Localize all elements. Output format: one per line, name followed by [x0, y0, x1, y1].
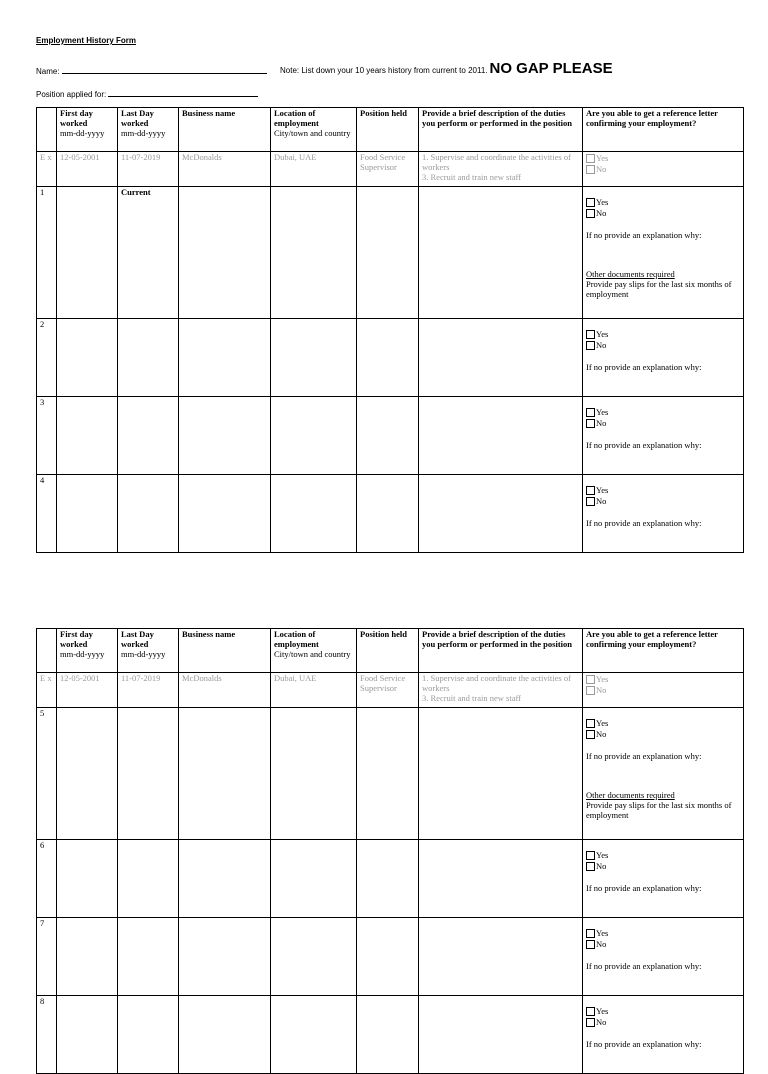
- row-number: 8: [37, 996, 57, 1074]
- position-cell[interactable]: [357, 918, 419, 996]
- header-last-day: Last Day worked mm-dd-yyyy: [118, 629, 179, 673]
- current-label: Current: [121, 187, 151, 197]
- no-option[interactable]: No: [586, 341, 740, 351]
- explanation-prompt: If no provide an explanation why:: [586, 361, 702, 372]
- first-day-cell[interactable]: [57, 918, 118, 996]
- location-cell[interactable]: [271, 708, 357, 840]
- business-cell[interactable]: [179, 319, 271, 397]
- row-number: 2: [37, 319, 57, 397]
- checkbox-icon[interactable]: [586, 1007, 595, 1016]
- reference-cell: [583, 475, 744, 553]
- name-field-row: [36, 65, 267, 76]
- first-day-cell[interactable]: [57, 996, 118, 1074]
- reference-cell: [583, 996, 744, 1074]
- header-first-day: First day worked mm-dd-yyyy: [57, 108, 118, 152]
- example-business: McDonalds: [179, 673, 271, 708]
- row-number: 3: [37, 397, 57, 475]
- first-day-cell[interactable]: [57, 708, 118, 840]
- position-label: Position applied for:: [36, 90, 107, 99]
- checkbox-icon[interactable]: [586, 940, 595, 949]
- position-cell[interactable]: [357, 187, 419, 319]
- yes-option[interactable]: Yes: [586, 198, 740, 208]
- duties-cell[interactable]: [419, 708, 583, 840]
- explanation-prompt: If no provide an explanation why:: [586, 1038, 702, 1049]
- position-input-line[interactable]: [108, 88, 258, 97]
- header-reference: Are you able to get a reference letter confirming your employment?: [583, 629, 744, 673]
- example-location: Dubai, UAE: [271, 673, 357, 708]
- employment-history-table-2: [36, 628, 744, 1074]
- example-position: Food Service Supervisor: [357, 673, 419, 708]
- header-business: Business name: [179, 108, 271, 152]
- position-cell[interactable]: [357, 996, 419, 1074]
- duties-cell[interactable]: [419, 475, 583, 553]
- location-cell[interactable]: [271, 840, 357, 918]
- name-input-line[interactable]: [62, 65, 267, 74]
- example-duties: 1. Supervise and coordinate the activities of workers 3. Recruit and train new staff: [419, 673, 583, 708]
- duties-cell[interactable]: [419, 187, 583, 319]
- explanation-prompt: If no provide an explanation why:: [586, 960, 702, 971]
- location-cell[interactable]: [271, 475, 357, 553]
- business-cell[interactable]: [179, 475, 271, 553]
- position-field-row: [36, 88, 258, 99]
- first-day-cell[interactable]: [57, 475, 118, 553]
- yes-option[interactable]: Yes: [586, 1007, 740, 1017]
- no-option[interactable]: No: [586, 940, 740, 950]
- table-header-row: [37, 629, 744, 673]
- reference-cell: [583, 319, 744, 397]
- checkbox-icon[interactable]: [586, 419, 595, 428]
- table-row: [37, 319, 744, 397]
- yes-option[interactable]: Yes: [586, 719, 740, 729]
- duties-cell[interactable]: [419, 397, 583, 475]
- last-day-cell[interactable]: [118, 840, 179, 918]
- checkbox-icon[interactable]: [586, 719, 595, 728]
- first-day-cell[interactable]: [57, 840, 118, 918]
- name-label: Name:: [36, 67, 60, 76]
- checkbox-icon[interactable]: [586, 929, 595, 938]
- explanation-prompt: If no provide an explanation why:: [586, 439, 702, 450]
- location-cell[interactable]: [271, 187, 357, 319]
- example-location: Dubai, UAE: [271, 152, 357, 187]
- table-row: [37, 397, 744, 475]
- example-duties: 1. Supervise and coordinate the activities of workers 3. Recruit and train new staff: [419, 152, 583, 187]
- explanation-prompt: If no provide an explanation why:: [586, 882, 702, 893]
- checkbox-icon[interactable]: [586, 862, 595, 871]
- header-duties: Provide a brief description of the duties you perform or performed in the position: [419, 108, 583, 152]
- table-row: [37, 996, 744, 1074]
- row-number: 1: [37, 187, 57, 319]
- checkbox-icon[interactable]: [586, 408, 595, 417]
- business-cell[interactable]: [179, 187, 271, 319]
- duties-cell[interactable]: [419, 918, 583, 996]
- first-day-cell[interactable]: [57, 397, 118, 475]
- row-number: 7: [37, 918, 57, 996]
- example-label: E x: [37, 152, 57, 187]
- table-row: [37, 475, 744, 553]
- header-location: Location of employment City/town and country: [271, 108, 357, 152]
- header-last-day: Last Day worked mm-dd-yyyy: [118, 108, 179, 152]
- business-cell[interactable]: [179, 918, 271, 996]
- no-option[interactable]: No: [586, 209, 740, 219]
- table-row: [37, 840, 744, 918]
- example-reference: Yes No: [583, 152, 744, 187]
- note-text: Note: List down your 10 years history from current to 2011.: [280, 66, 488, 75]
- position-cell[interactable]: [357, 840, 419, 918]
- yes-option[interactable]: Yes: [586, 408, 740, 418]
- checkbox-icon[interactable]: [586, 330, 595, 339]
- position-cell[interactable]: [357, 708, 419, 840]
- no-option[interactable]: No: [586, 497, 740, 507]
- position-cell[interactable]: [357, 397, 419, 475]
- header-rownum: [37, 108, 57, 152]
- checkbox-icon[interactable]: [586, 730, 595, 739]
- last-day-cell[interactable]: [118, 187, 179, 319]
- other-documents: Other documents required Provide pay slips for the last six months of employment: [586, 269, 732, 299]
- employment-history-table-1: [36, 107, 744, 553]
- reference-cell: [583, 187, 744, 319]
- checkbox-icon[interactable]: [586, 341, 595, 350]
- example-row: [37, 152, 744, 187]
- last-day-cell[interactable]: [118, 918, 179, 996]
- header-location: Location of employment City/town and country: [271, 629, 357, 673]
- note-emphasis: NO GAP PLEASE: [489, 60, 613, 77]
- no-option[interactable]: No: [586, 419, 740, 429]
- row-number: 5: [37, 708, 57, 840]
- checkbox-icon[interactable]: [586, 198, 595, 207]
- last-day-cell[interactable]: [118, 996, 179, 1074]
- no-option[interactable]: No: [586, 730, 740, 740]
- location-cell[interactable]: [271, 319, 357, 397]
- last-day-cell[interactable]: [118, 397, 179, 475]
- checkbox-icon: [586, 686, 595, 695]
- explanation-prompt: If no provide an explanation why:: [586, 229, 702, 240]
- header-business: Business name: [179, 629, 271, 673]
- last-day-cell[interactable]: [118, 475, 179, 553]
- example-reference: Yes No: [583, 673, 744, 708]
- header-position: Position held: [357, 108, 419, 152]
- table-header-row: [37, 108, 744, 152]
- example-first-day: 12-05-2001: [57, 152, 118, 187]
- duties-cell[interactable]: [419, 319, 583, 397]
- location-cell[interactable]: [271, 996, 357, 1074]
- location-cell[interactable]: [271, 918, 357, 996]
- header-rownum: [37, 629, 57, 673]
- checkbox-icon: [586, 675, 595, 684]
- checkbox-icon[interactable]: [586, 851, 595, 860]
- location-cell[interactable]: [271, 397, 357, 475]
- form-title: Employment History Form: [36, 36, 137, 45]
- business-cell[interactable]: [179, 397, 271, 475]
- other-documents: Other documents required Provide pay slips for the last six months of employment: [586, 790, 732, 820]
- yes-option[interactable]: Yes: [586, 330, 740, 340]
- example-row: [37, 673, 744, 708]
- row-number: 4: [37, 475, 57, 553]
- example-first-day: 12-05-2001: [57, 673, 118, 708]
- position-cell[interactable]: [357, 319, 419, 397]
- reference-cell: [583, 708, 744, 840]
- header-first-day: First day worked mm-dd-yyyy: [57, 629, 118, 673]
- checkbox-icon: [586, 154, 595, 163]
- example-business: McDonalds: [179, 152, 271, 187]
- last-day-cell[interactable]: [118, 319, 179, 397]
- checkbox-icon: [586, 165, 595, 174]
- business-cell[interactable]: [179, 996, 271, 1074]
- business-cell[interactable]: [179, 708, 271, 840]
- last-day-cell[interactable]: [118, 708, 179, 840]
- header-duties: Provide a brief description of the duties you perform or performed in the position: [419, 629, 583, 673]
- example-label: E x: [37, 673, 57, 708]
- row-number: 6: [37, 840, 57, 918]
- checkbox-icon[interactable]: [586, 497, 595, 506]
- reference-cell: [583, 840, 744, 918]
- first-day-cell[interactable]: [57, 319, 118, 397]
- duties-cell[interactable]: [419, 996, 583, 1074]
- reference-cell: [583, 397, 744, 475]
- table-row: [37, 708, 744, 840]
- yes-option[interactable]: Yes: [586, 929, 740, 939]
- first-day-cell[interactable]: [57, 187, 118, 319]
- header-position: Position held: [357, 629, 419, 673]
- checkbox-icon[interactable]: [586, 1018, 595, 1027]
- checkbox-icon[interactable]: [586, 486, 595, 495]
- table-row: [37, 187, 744, 319]
- table-row: [37, 918, 744, 996]
- reference-cell: [583, 918, 744, 996]
- duties-cell[interactable]: [419, 840, 583, 918]
- position-cell[interactable]: [357, 475, 419, 553]
- example-last-day: 11-07-2019: [118, 152, 179, 187]
- no-option[interactable]: No: [586, 1018, 740, 1028]
- no-option[interactable]: No: [586, 862, 740, 872]
- instruction-note: [280, 60, 613, 77]
- checkbox-icon[interactable]: [586, 209, 595, 218]
- example-position: Food Service Supervisor: [357, 152, 419, 187]
- header-reference: Are you able to get a reference letter confirming your employment?: [583, 108, 744, 152]
- yes-option[interactable]: Yes: [586, 851, 740, 861]
- explanation-prompt: If no provide an explanation why:: [586, 517, 702, 528]
- yes-option[interactable]: Yes: [586, 486, 740, 496]
- explanation-prompt: If no provide an explanation why:: [586, 750, 702, 761]
- business-cell[interactable]: [179, 840, 271, 918]
- example-last-day: 11-07-2019: [118, 673, 179, 708]
